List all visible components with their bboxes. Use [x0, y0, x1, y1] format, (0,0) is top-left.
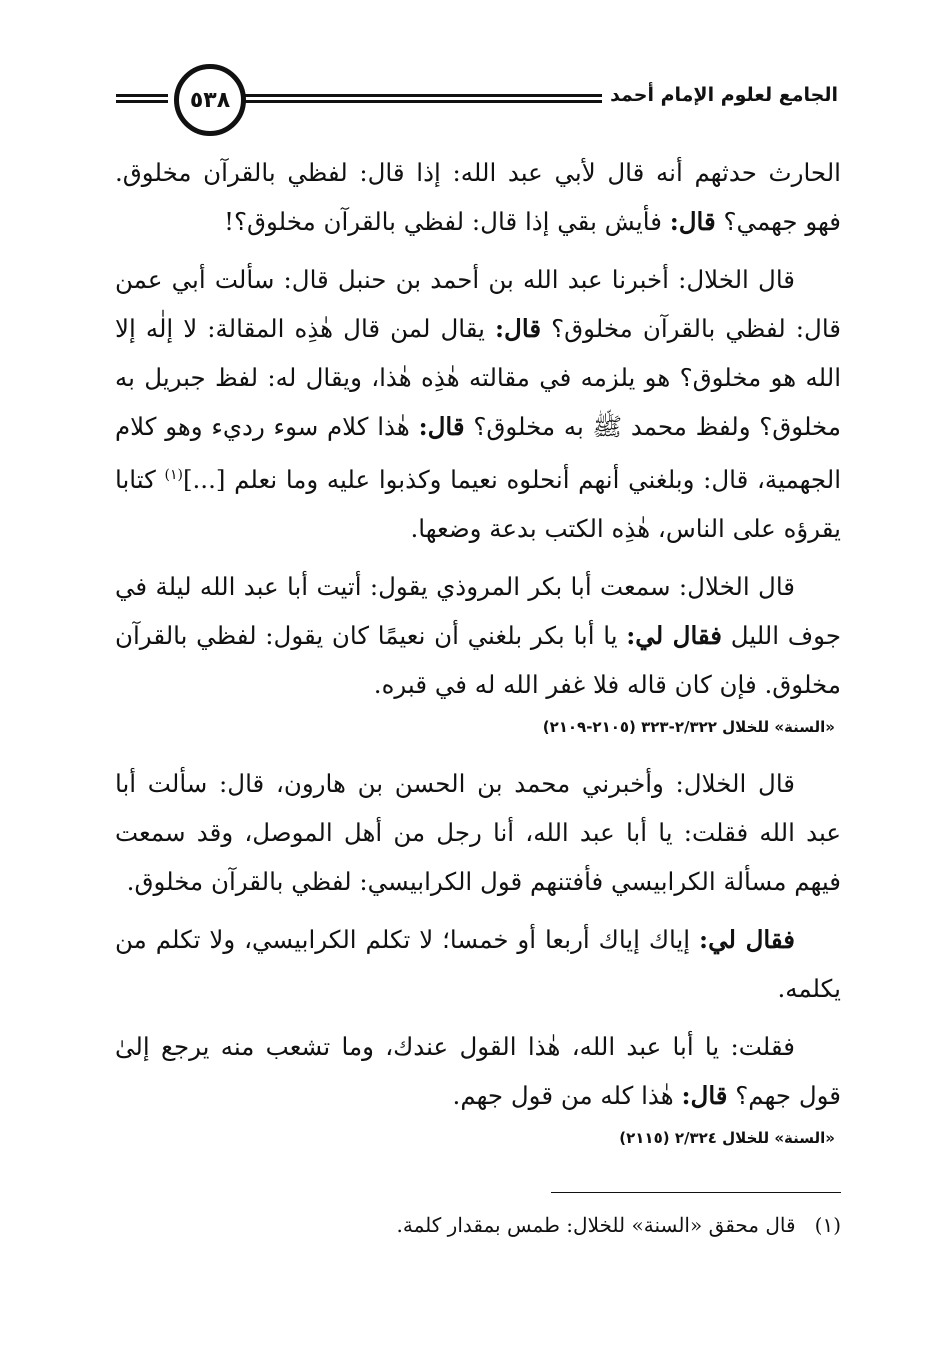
keyword-qal: قال: [681, 1081, 728, 1111]
keyword-faqal-li: فقال لي: [626, 621, 723, 651]
keyword-qal: قال: [495, 314, 542, 343]
keyword-qal: قال: [669, 207, 716, 236]
page-body [115, 148, 841, 1170]
paragraph-2: قال الخلال: أخبرنا عبد الله بن أحمد بن حنبل قال: سألت أبي عمن قال: لفظي بالقرآن مخلوق؟ قال: يقال لمن قال هٰذِه المقالة: لا إلٰه إلا الله هو مخلوق؟ هو يلزمه في مقالته هٰذِه هٰذا، ويقال له: لفظ جبريل به مخلوق؟ ولفظ محمد ﷺ به مخلوق؟ قال: هٰذا كلام سوء رديء وهو كلام الجهمية، قال: وبلغني أنهم أنحلوه نعيما وكذبوا عليه وما نعلم [...]$^{(١)}$ كتابا يقرؤه على الناس، هٰذِه الكتب بدعة وضعها. [115, 265, 842, 544]
footnote-text: قال محقق «السنة» للخلال: طمس بمقدار كلمة. [396, 1213, 796, 1237]
paragraph-4: قال الخلال: وأخبرني محمد بن الحسن بن هارون، قال: سألت أبا عبد الله فقلت: يا أبا عبد الله، أنا رجل من أهل الموصل، وقد سمعت فيهم مسألة الكرابيسي فأفتنهم قول الكرابيسي: لفظي بالقرآن مخلوق. [115, 769, 841, 897]
footnote-reference[interactable]: (١) [164, 467, 183, 483]
footnote-mark: (١) [814, 1213, 841, 1237]
page-header [116, 66, 838, 136]
source-citation: «السنة» للخلال ٢/٣٢٤ (٢١١٥) [619, 1129, 835, 1148]
paragraph-6: فقلت: يا أبا عبد الله، هٰذا القول عندك، وما تشعب منه يرجع إلىٰ قول جهم؟ قال: هٰذا كله من قول جهم. [115, 1032, 841, 1111]
keyword-faqal-li: فقال لي: [699, 925, 795, 955]
footnote [115, 1205, 841, 1245]
header-rule [234, 94, 606, 103]
paragraph-3: قال الخلال: سمعت أبا بكر المروذي يقول: أتيت أبا عبد الله ليلة في جوف الليل فقال لي: يا أبا بكر بلغني أن نعيمًا كان يقول: لفظي بالقرآن مخلوق. فإن كان قاله فلا غفر الله له في قبره. [115, 572, 841, 700]
paragraph-1: الحارث حدثهم أنه قال لأبي عبد الله: إذا قال: لفظي بالقرآن مخلوق. فهو جهمي؟ قال: فأيش بقي إذا قال: لفظي بالقرآن مخلوق؟! [115, 158, 841, 236]
page-number: ٥٣٨ [174, 64, 246, 136]
source-citation: «السنة» للخلال ٢/٣٢٢-٣٢٣ (٢١٠٥-٢١٠٩) [542, 718, 835, 737]
running-title: الجامع لعلوم الإمام أحمد [602, 86, 838, 105]
keyword-qal: قال: [418, 412, 465, 441]
header-rule-left [116, 94, 168, 103]
paragraph-5: فقال لي: إياك إياك أربعا أو خمسا؛ لا تكلم الكرابيسي، ولا تكلم من يكلمه. [115, 925, 841, 1004]
footnote-separator [551, 1192, 841, 1193]
